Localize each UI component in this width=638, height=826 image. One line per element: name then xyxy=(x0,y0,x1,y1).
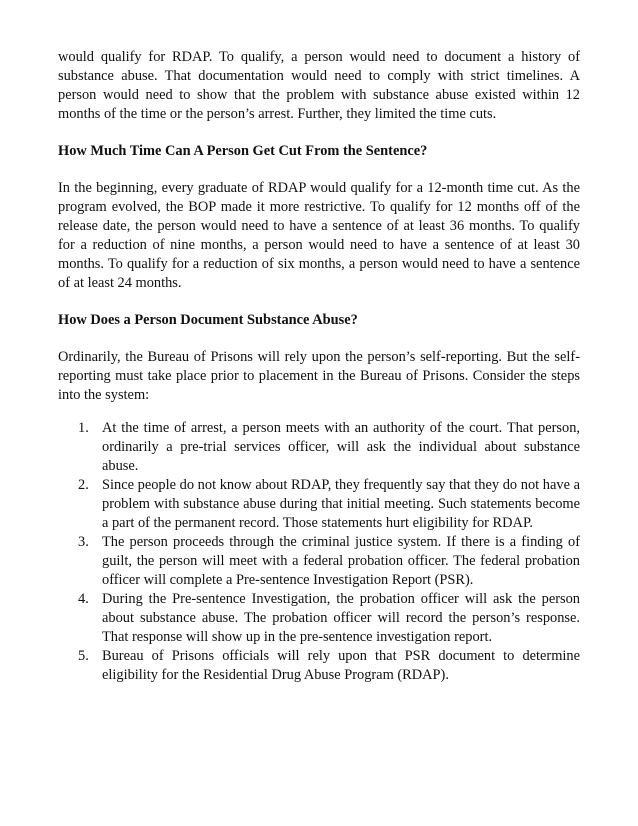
list-item xyxy=(78,590,580,647)
list-item-number: 4. xyxy=(78,591,89,607)
section-heading-document-abuse: How Does a Person Document Substance Abuse? xyxy=(58,312,358,328)
list-item-number: 5. xyxy=(78,648,89,664)
list-item-text: At the time of arrest, a person meets with an authority of the court. That person, ordinarily a pre-trial services officer, will ask the individual about substance abuse. xyxy=(102,420,580,474)
list-item-number: 1. xyxy=(78,420,89,436)
time-cut-paragraph: In the beginning, every graduate of RDAP would qualify for a 12-month time cut. As the program evolved, the BOP made it more restrictive. To qualify for 12 months off of the release date, the person would need to have a sentence of at least 36 months. To qualify for a reduction of nine months, a person would need to have a sentence of at least 30 months. To qualify for a reduction of six months, a person would need to have a sentence of at least 24 months. xyxy=(58,180,580,291)
steps-list xyxy=(58,419,580,685)
list-item-text: The person proceeds through the criminal justice system. If there is a finding of guilt, the person will meet with a federal probation officer. The federal probation officer will complete a Pre-sentence Investigation Report (PSR). xyxy=(102,534,580,588)
list-item xyxy=(78,476,580,533)
list-item xyxy=(78,533,580,590)
document-abuse-paragraph: Ordinarily, the Bureau of Prisons will rely upon the person’s self-reporting. But the self-reporting must take place prior to placement in the Bureau of Prisons. Consider the steps into the system: xyxy=(58,349,580,403)
list-item-text: Bureau of Prisons officials will rely upon that PSR document to determine eligibility for the Residential Drug Abuse Program (RDAP). xyxy=(102,648,580,683)
list-item-text: Since people do not know about RDAP, they frequently say that they do not have a problem with substance abuse during that initial meeting. Such statements become a part of the permanent record. Those statements hurt eligibility for RDAP. xyxy=(102,477,580,531)
list-item-number: 3. xyxy=(78,534,89,550)
list-item-number: 2. xyxy=(78,477,89,493)
section-heading-time-cut: How Much Time Can A Person Get Cut From the Sentence? xyxy=(58,143,428,159)
list-item xyxy=(78,419,580,476)
list-item xyxy=(78,647,580,685)
list-item-text: During the Pre-sentence Investigation, the probation officer will ask the person about substance abuse. The probation officer will record the person’s response. That response will show up in the pre-sentence investigation report. xyxy=(102,591,580,645)
intro-paragraph: would qualify for RDAP. To qualify, a person would need to document a history of substance abuse. That documentation would need to comply with strict timelines. A person would need to show that the problem with substance abuse existed within 12 months of the time or the person’s arrest. Further, they limited the time cuts. xyxy=(58,49,580,122)
